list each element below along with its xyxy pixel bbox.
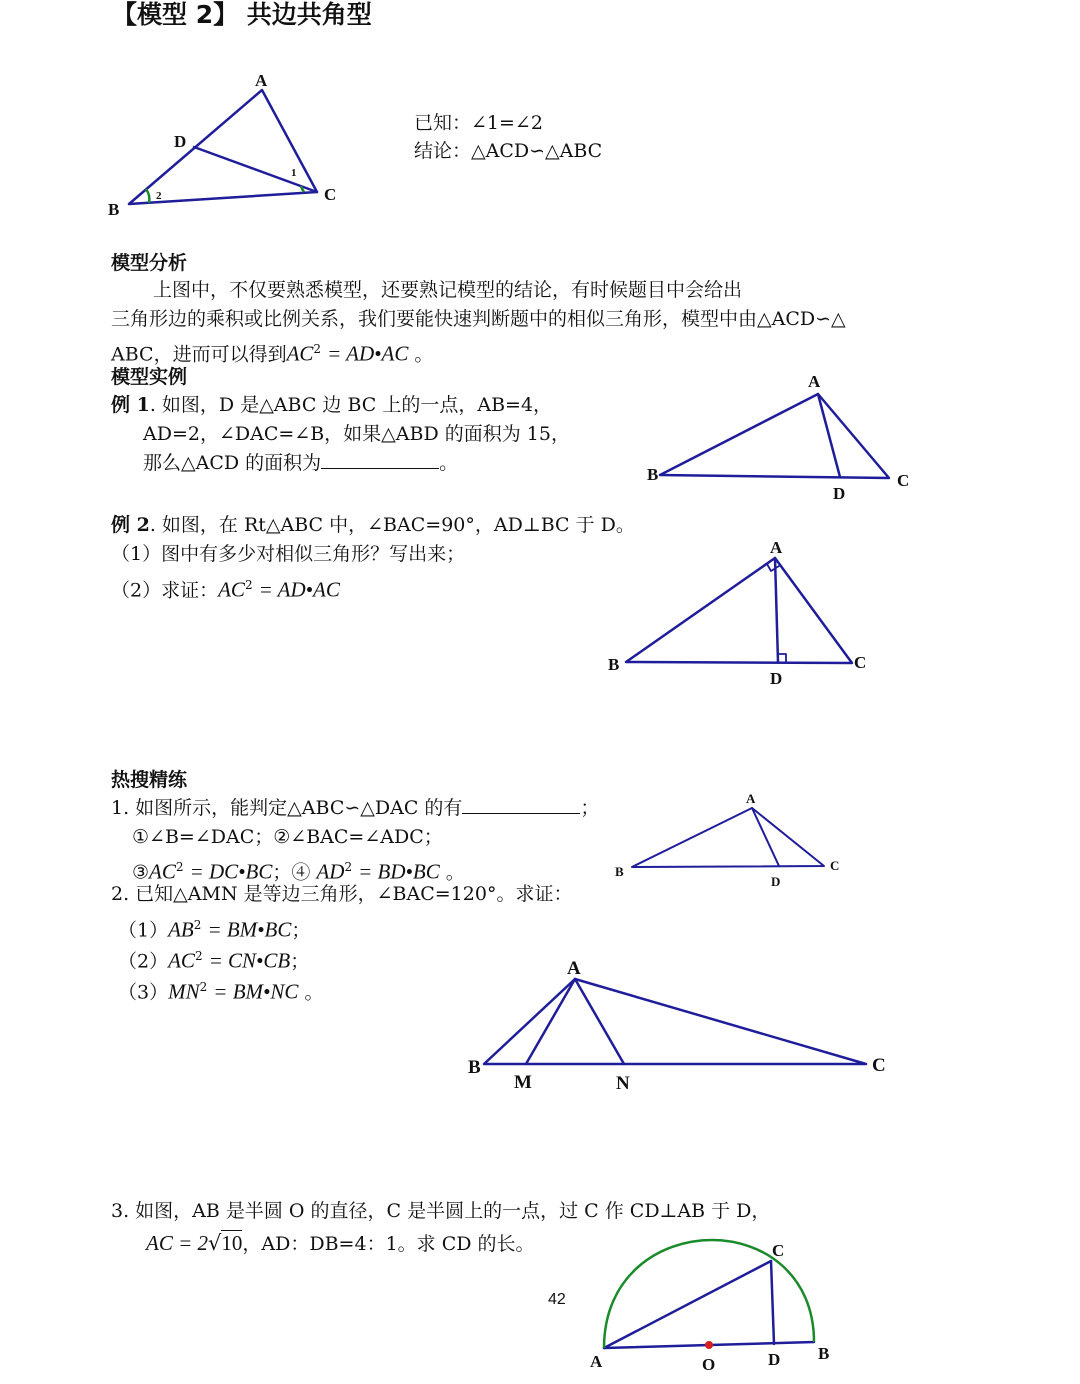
- q2-part-2-rhs: = CN•CB: [208, 948, 291, 973]
- q1-question: 1. 如图所示，能判定△ABC∽△DAC 的有: [111, 797, 463, 819]
- fig1-label-a: A: [255, 71, 268, 90]
- example-2-prompt: （2）求证：: [111, 579, 219, 602]
- example-1-line-2: AD=2，∠DAC=∠B，如果△ABD 的面积为 15，: [143, 423, 570, 445]
- examples-heading: 模型实例: [111, 366, 188, 388]
- q3-line-1: 3. 如图，AB 是半圆 O 的直径，C 是半圆上的一点，过 C 作 CD⊥AB 于 D，: [111, 1200, 771, 1222]
- fig5-triangle: [484, 979, 866, 1064]
- fig2-label-a: A: [808, 372, 821, 391]
- example-2-formula-lhs: AC: [218, 577, 245, 602]
- practice-heading: 热搜精练: [111, 769, 188, 791]
- formula-exponent: 2: [313, 342, 322, 356]
- fig5-label-c: C: [872, 1055, 886, 1076]
- q2-line-1: 2. 已知△AMN 是等边三角形，∠BAC=120°。求证：: [111, 883, 573, 905]
- q1-options-1-2: ①∠B=∠DAC；②∠BAC=∠ADC；: [132, 826, 443, 848]
- example-2-text: . 如图，在 Rt△ABC 中，∠BAC=90°，AD⊥BC 于 D。: [149, 514, 635, 536]
- q1-opt4-prefix: ④: [291, 861, 311, 884]
- formula-lhs: AC: [286, 341, 314, 366]
- q1-opt3-rhs: = DC•BC: [189, 859, 273, 884]
- example-2-line-2: （1）图中有多少对相似三角形？写出来；: [111, 543, 466, 565]
- q2-part-3-exponent: 2: [199, 980, 208, 994]
- fig1-angle-label-2: 2: [156, 190, 162, 202]
- q1-end: ；: [580, 797, 600, 819]
- example-1-label: 例 1: [111, 394, 150, 416]
- fig4-segment-ad: [752, 808, 779, 866]
- fig6-label-b: B: [818, 1344, 830, 1363]
- example-1-question: 那么△ACD 的面积为: [143, 452, 322, 474]
- fig4-triangle: [632, 808, 824, 867]
- fig2-label-c: C: [897, 471, 910, 490]
- fig3-label-c: C: [854, 653, 867, 672]
- fig2-label-d: D: [833, 484, 846, 503]
- page-title: 【模型 2】 共边共角型: [112, 0, 372, 29]
- page-number: 42: [548, 1291, 566, 1308]
- sqrt-symbol: √: [208, 1231, 222, 1255]
- example-2-formula-exponent: 2: [244, 578, 253, 592]
- fig3-label-b: B: [608, 655, 620, 674]
- fig3-label-d: D: [770, 669, 783, 688]
- q1-separator: ；: [272, 861, 292, 884]
- fig6-label-c: C: [772, 1241, 785, 1260]
- q1-opt4-end: 。: [445, 861, 465, 884]
- conclusion-text: 结论：△ACD∽△ABC: [414, 140, 603, 162]
- fig1-triangle: [129, 90, 317, 204]
- fig4-label-c: C: [830, 858, 840, 873]
- given-text: 已知：∠1=∠2: [414, 112, 543, 134]
- formula-end: 。: [414, 343, 434, 366]
- fig2-triangle: [660, 394, 889, 478]
- example-1-text: . 如图，D 是△ABC 边 BC 上的一点，AB=4，: [149, 394, 553, 416]
- fig5-label-m: M: [514, 1072, 532, 1093]
- fig3-triangle: [626, 558, 852, 663]
- fig5-segment-am: [526, 979, 575, 1064]
- fig5-label-n: N: [616, 1073, 630, 1094]
- fig6-chord-ac: [604, 1261, 771, 1348]
- formula-rhs: = AD•AC: [327, 341, 409, 366]
- analysis-heading: 模型分析: [111, 252, 188, 274]
- q2-part-1-rhs: = BM•BC: [207, 917, 292, 942]
- q1-opt4-lhs: AD: [316, 859, 345, 884]
- q2-part-1-lhs: AB: [168, 917, 194, 942]
- fig1-label-d: D: [174, 132, 187, 151]
- fig1-label-c: C: [324, 185, 337, 204]
- q1-opt4-rhs: = BD•BC: [358, 859, 440, 884]
- q1-opt4-exponent: 2: [344, 860, 353, 874]
- fig6-segment-cd: [771, 1261, 774, 1344]
- fig1-segment-dc: [194, 147, 317, 192]
- q2-part-3-rhs: = BM•NC: [213, 979, 299, 1004]
- q2-part-2-end: ；: [290, 950, 310, 973]
- fig5-label-b: B: [468, 1057, 481, 1078]
- q2-part-3-lhs: MN: [168, 979, 200, 1004]
- fig3-right-angle-a: [767, 564, 779, 571]
- fig4-label-b: B: [615, 864, 624, 879]
- q1-opt3-exponent: 2: [175, 860, 184, 874]
- fig6-center-point: [705, 1341, 713, 1349]
- q2-part-1-prefix: （1）: [118, 919, 169, 942]
- q3-rest: ，AD：DB=4：1。求 CD 的长。: [242, 1233, 535, 1255]
- example-2-formula-rhs: = AD•AC: [258, 577, 340, 602]
- fig3-altitude-ad: [775, 558, 778, 662]
- analysis-line-3-text: ABC，进而可以得到: [111, 343, 287, 366]
- fig6-label-d: D: [768, 1350, 781, 1369]
- fig6-label-a: A: [590, 1352, 603, 1371]
- q2-part-2-lhs: AC: [168, 948, 195, 973]
- analysis-line-1: 上图中，不仅要熟悉模型，还要熟记模型的结论，有时候题目中会给出: [153, 279, 743, 301]
- fig2-label-b: B: [647, 465, 659, 484]
- fig1-angle-mark-2: [146, 189, 149, 203]
- example-1-end: 。: [439, 452, 459, 474]
- fig4-label-d: D: [771, 874, 781, 889]
- example-2-label: 例 2: [111, 514, 150, 536]
- fig1-label-b: B: [108, 200, 120, 219]
- fig5-label-a: A: [567, 958, 581, 979]
- analysis-line-2: 三角形边的乘积或比例关系，我们要能快速判断题中的相似三角形，模型中由△ACD∽△: [111, 308, 846, 330]
- q2-part-3-prefix: （3）: [118, 981, 169, 1004]
- q2-part-1-exponent: 2: [193, 918, 202, 932]
- q2-part-1-end: ；: [291, 919, 311, 942]
- q1-opt3-lhs: AC: [149, 859, 176, 884]
- fig4-label-a: A: [746, 791, 756, 806]
- fig6-label-o: O: [702, 1355, 716, 1374]
- q3-formula-lhs: AC = 2: [146, 1231, 209, 1255]
- q2-part-2-prefix: （2）: [118, 950, 169, 973]
- q2-part-2-exponent: 2: [194, 949, 203, 963]
- fig3-label-a: A: [770, 538, 783, 557]
- fig1-angle-label-1: 1: [291, 167, 297, 179]
- q2-part-3-end: 。: [304, 981, 324, 1004]
- q1-opt3-prefix: ③: [132, 861, 150, 884]
- q3-formula-radicand: 10: [221, 1231, 243, 1255]
